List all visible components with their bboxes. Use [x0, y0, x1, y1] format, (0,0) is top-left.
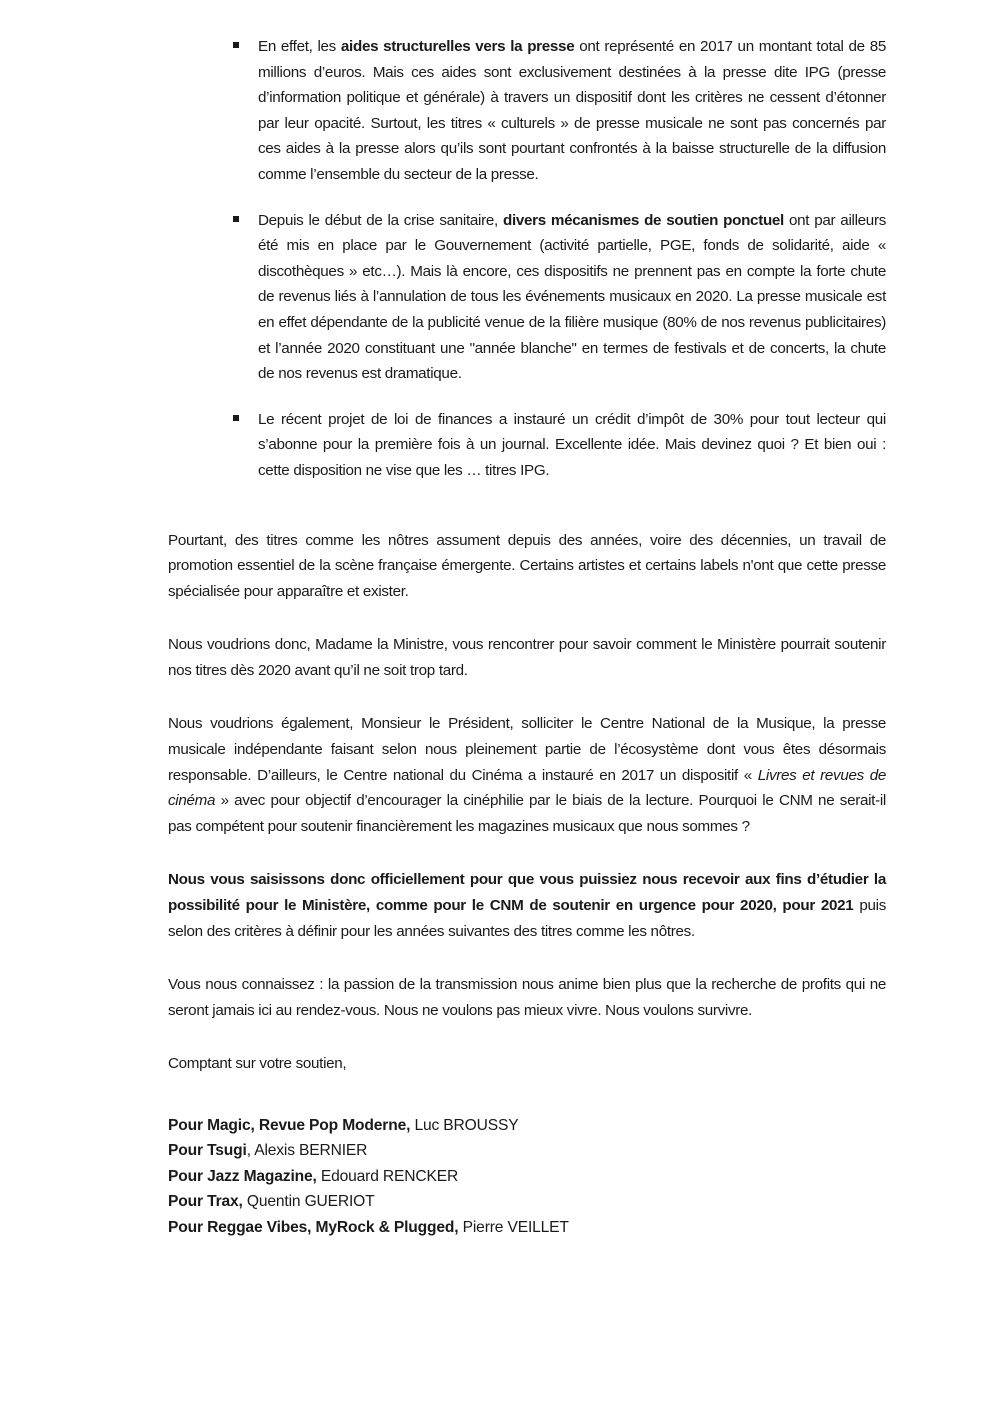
signature-org: Pour Reggae Vibes, MyRock & Plugged,: [168, 1218, 459, 1236]
spacer: [168, 1023, 886, 1051]
paragraph-saisine-bold: Nous vous saisissons donc officiellement pour que vous puissiez nous recevoir aux fins d’étudier la possibilité pour le Ministère, comme pour le CNM de soutenir en urgence pour 2020, pour 2021: [168, 871, 886, 915]
document-content: [168, 34, 886, 1240]
paragraph-closing: Comptant sur votre soutien,: [168, 1055, 347, 1073]
signature-org: Pour Jazz Magazine,: [168, 1167, 317, 1185]
list-item-text: [258, 34, 886, 188]
spacer: [168, 604, 886, 632]
spacer: [168, 1077, 886, 1113]
signature-person: , Alexis BERNIER: [246, 1142, 368, 1160]
signature-line: [168, 1113, 886, 1138]
paragraph-saisine: [168, 867, 886, 944]
bullet-2-emphasis: divers mécanismes de soutien ponctuel: [502, 211, 784, 229]
list-item-text: [258, 407, 886, 484]
signature-line: [168, 1189, 886, 1214]
square-bullet-icon: [233, 415, 239, 421]
spacer: [168, 484, 886, 528]
signature-person: Pierre VEILLET: [458, 1218, 569, 1236]
signature-block: [168, 1113, 886, 1240]
list-item: [168, 34, 886, 188]
signature-line: [168, 1164, 886, 1189]
list-item: [168, 208, 886, 387]
signature-line: [168, 1138, 886, 1163]
signature-line: [168, 1215, 886, 1240]
bullet-1-emphasis: aides structurelles vers la presse: [340, 38, 575, 55]
bullet-1-body: ont représenté en 2017 un montant total de 85 millions d’euros. Mais ces aides sont exclusivement destinées à la presse dite IPG (presse d’information politique et générale) à travers un dispositif dont les critères ne cessent d’étonner par leur opacité. Surtout, les titres « culturels » de presse musicale ne sont pas concernés par ces aides à la presse alors qu’ils sont pourtant confrontés à la baisse structurelle de la diffusion comme l’ensemble du secteur de la presse.: [258, 38, 886, 183]
spacer: [168, 683, 886, 711]
bulleted-argument-list: [168, 34, 886, 484]
paragraph-connaissez: Vous nous connaissez : la passion de la transmission nous anime bien plus que la recherche de profits qui ne seront jamais ici au rendez-vous. Nous ne voulons pas mieux vivre. Nous voulons survivre.: [168, 976, 886, 1019]
spacer: [168, 944, 886, 972]
spacer: [168, 839, 886, 867]
signature-org: Pour Trax,: [168, 1193, 243, 1211]
list-item: [168, 407, 886, 484]
paragraph-cnm: [168, 711, 886, 839]
bullet-2-body: ont par ailleurs été mis en place par le Gouvernement (activité partielle, PGE, fonds de solidarité, aide « discothèques » etc…). Mais là encore, ces dispositifs ne prennent pas en compte la forte chute de revenus liés à l’annulation de tous les événements musicaux en 2020. La presse musicale est en effet dépendante de la publicité venue de la filière musique (80% de nos revenus publicitaires) et l’année 2020 constituant une "année blanche" en termes de festivals et de concerts, la chute de nos revenus est dramatique.: [258, 211, 886, 383]
paragraph-cnm-part2: » avec pour objectif d’encourager la cinéphilie par le biais de la lecture. Pourquoi le CNM ne serait-il pas compétent pour soutenir financièrement les magazines musicaux que nous sommes ?: [168, 792, 886, 835]
paragraph-cnm-title-italic: Livres et revues de cinéma: [168, 766, 887, 810]
signature-person: Luc BROUSSY: [410, 1117, 519, 1134]
square-bullet-icon: [233, 216, 239, 222]
bullet-1-lead: En effet, les: [258, 38, 341, 55]
paragraph-cnm-part1: Nous voudrions également, Monsieur le Président, solliciter le Centre National de la Musique, la presse musicale indépendante faisant selon nous pleinement partie de l’écosystème dont vous êtes désormais responsable. D’ailleurs, le Centre national du Cinéma a instauré en 2017 un dispositif «: [168, 715, 886, 784]
signature-org: Pour Tsugi: [168, 1142, 247, 1160]
signature-person: Quentin GUERIOT: [242, 1193, 375, 1211]
paragraph-saisine-regular: puis selon des critères à définir pour les années suivantes des titres comme les nôtres.: [168, 897, 886, 940]
signature-person: Edouard RENCKER: [316, 1167, 459, 1185]
paragraph-pourtant: Pourtant, des titres comme les nôtres assument depuis des années, voire des décennies, un travail de promotion essentiel de la scène française émergente. Certains artistes et certains labels n'ont que cette presse spécialisée pour apparaître et exister.: [168, 531, 886, 600]
bullet-2-lead: Depuis le début de la crise sanitaire,: [258, 211, 503, 229]
bullet-3-body: Le récent projet de loi de finances a instauré un crédit d’impôt de 30% pour tout lecteur qui s’abonne pour la première fois à un journal. Excellente idée. Mais devinez quoi ? Et bien oui : cette disposition ne vise que les … titres IPG.: [258, 410, 886, 479]
paragraph-ministre: Nous voudrions donc, Madame la Ministre, vous rencontrer pour savoir comment le Ministère pourrait soutenir nos titres dès 2020 avant qu’il ne soit trop tard.: [168, 636, 886, 679]
square-bullet-icon: [233, 42, 239, 48]
list-item-text: [258, 208, 886, 387]
signature-org: Pour Magic, Revue Pop Moderne,: [168, 1117, 411, 1134]
